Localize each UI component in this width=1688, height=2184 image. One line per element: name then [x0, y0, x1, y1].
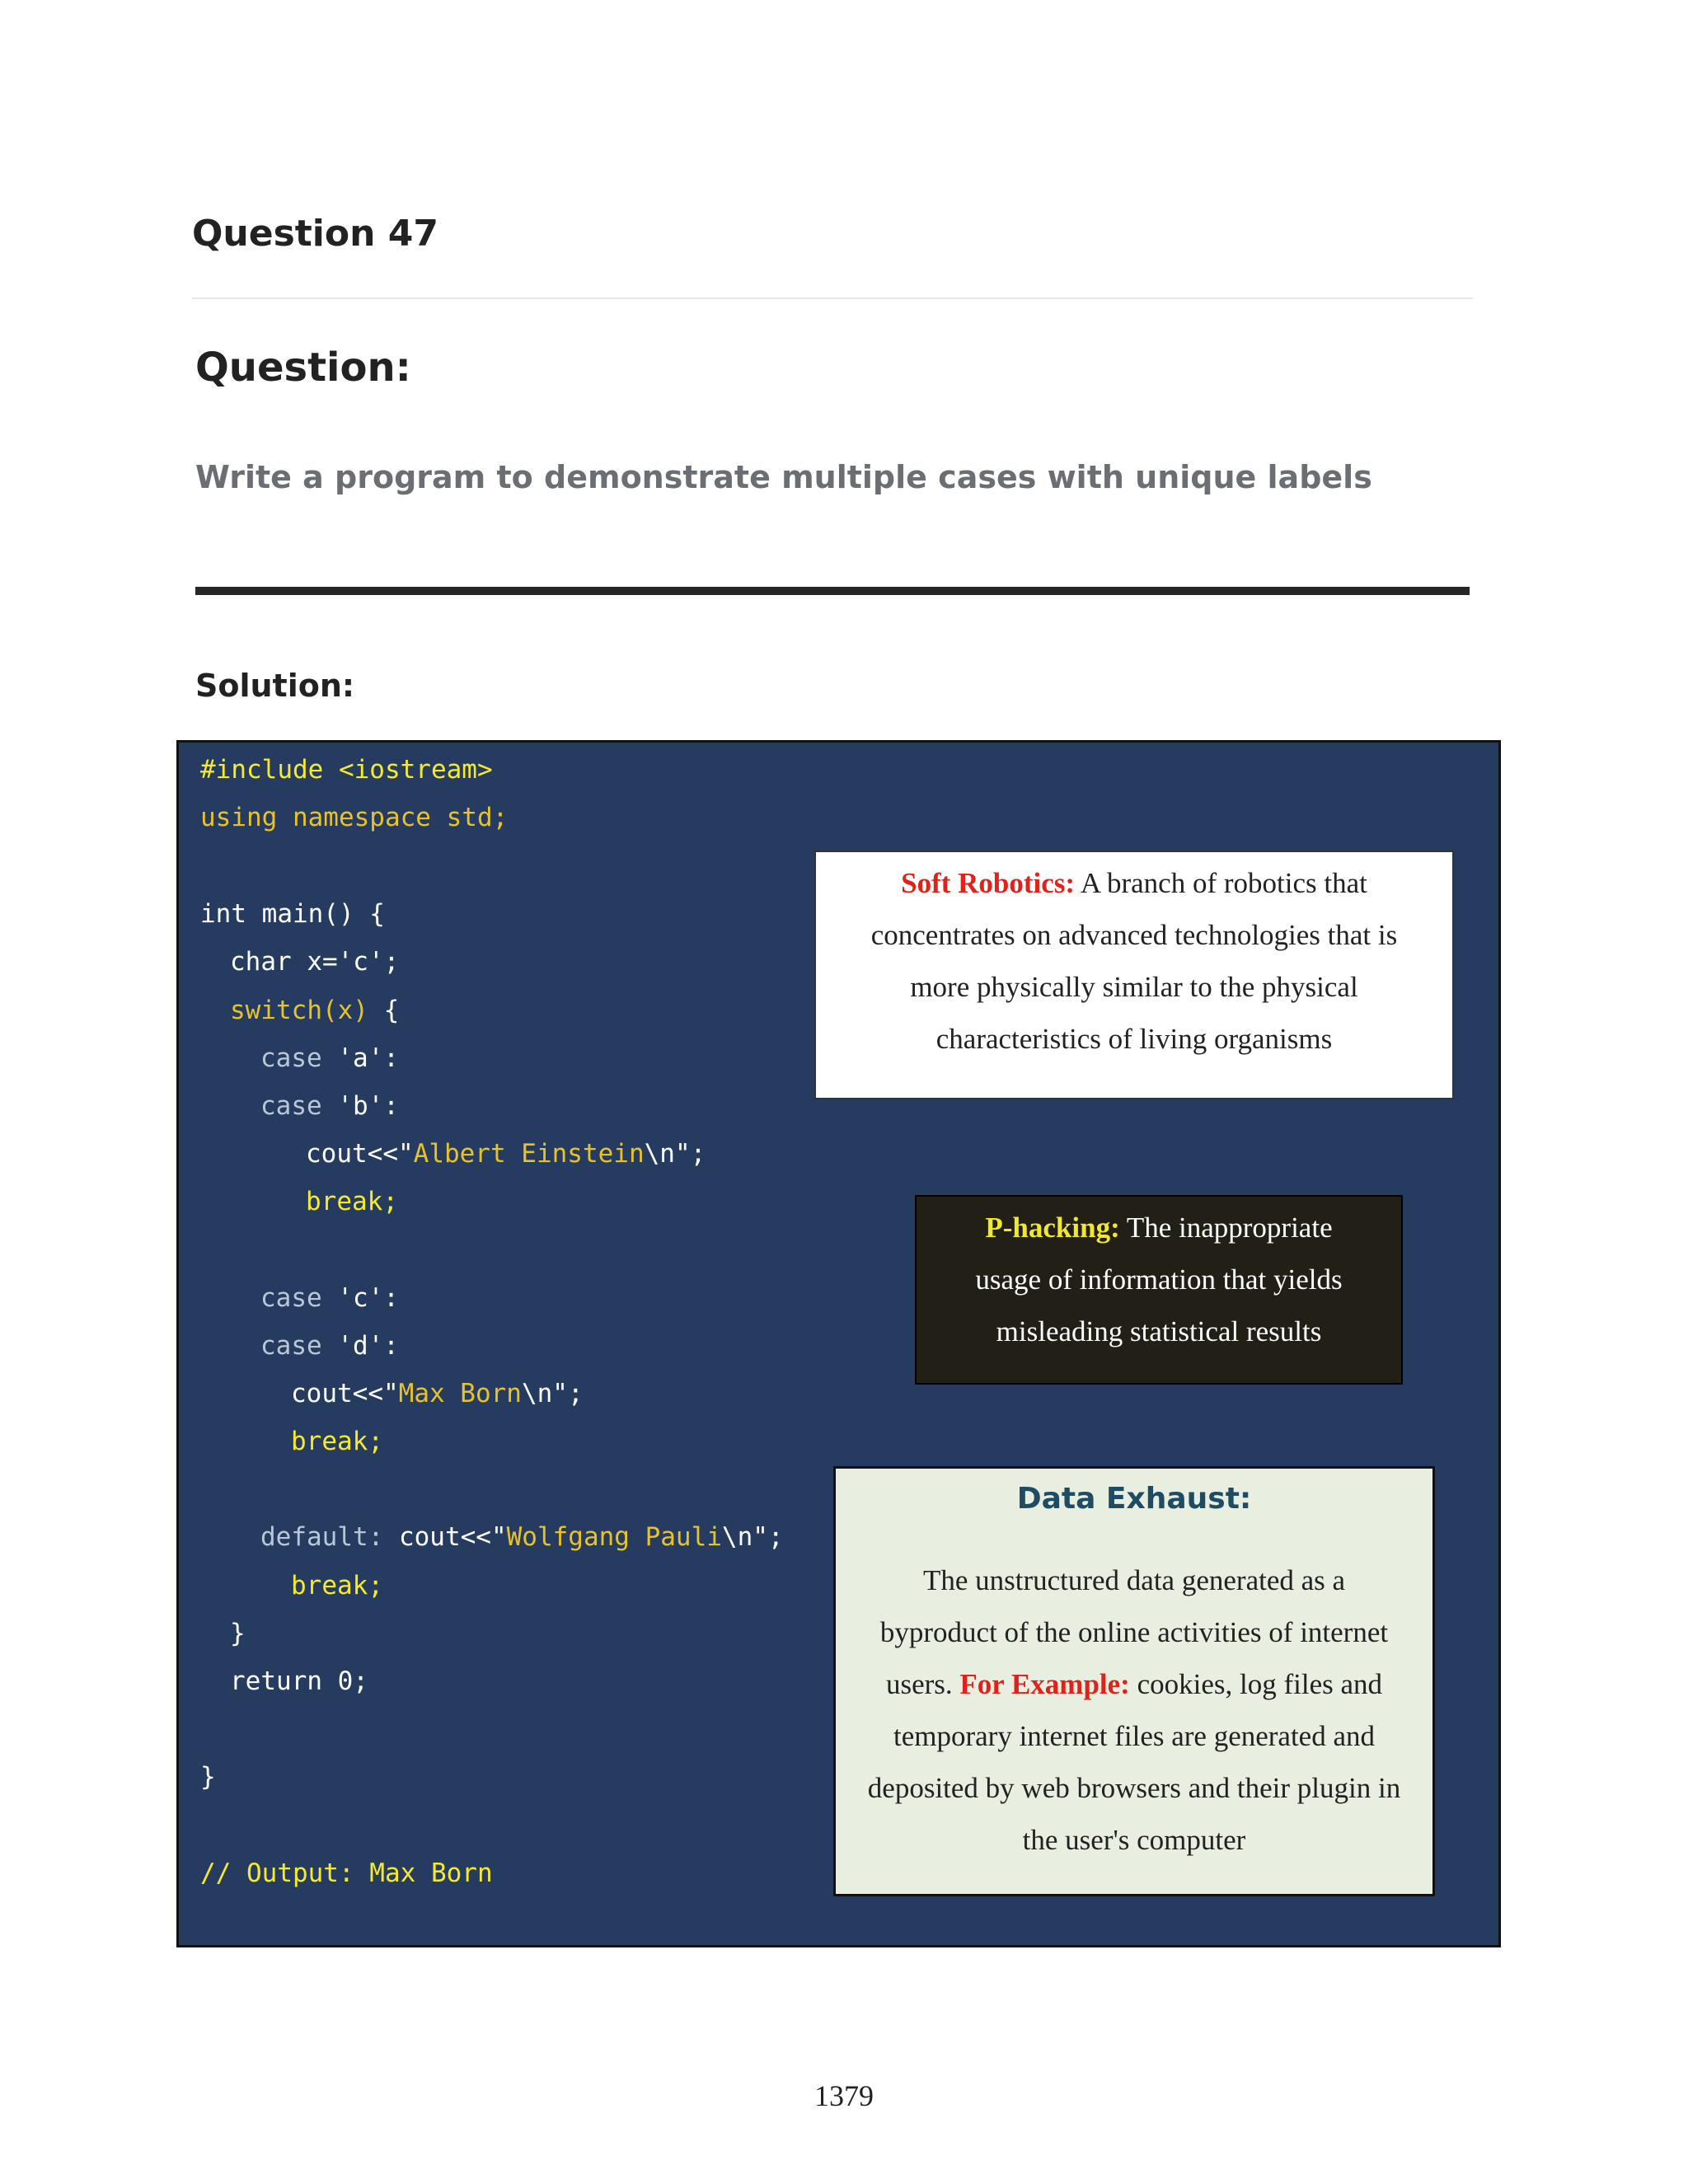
code-line: [291, 1569, 383, 1602]
code-case-keyword: case: [260, 1331, 322, 1361]
code-case-label: 'c':: [321, 1283, 399, 1313]
code-main: int main() {: [200, 899, 385, 929]
soft-robotics-term: Soft Robotics:: [901, 867, 1076, 899]
note-line: the user's computer: [1022, 1824, 1246, 1856]
code-line: [260, 1042, 399, 1075]
code-line: [200, 1857, 493, 1890]
code-comment: // Output: Max Born: [200, 1858, 493, 1888]
code-close-brace: }: [200, 1762, 216, 1792]
page-number: 1379: [814, 2079, 874, 2112]
code-string: Albert Einstein: [413, 1139, 645, 1169]
solution-heading: Solution:: [195, 668, 355, 704]
code-line: [306, 1185, 398, 1218]
note-line: concentrates on advanced technologies that is: [870, 919, 1398, 951]
code-string-end: \n";: [521, 1379, 584, 1408]
code-line: [260, 1090, 399, 1122]
note-line: temporary internet files are generated and: [893, 1720, 1375, 1752]
code-string: Max Born: [398, 1379, 522, 1408]
code-string-end: \n";: [644, 1139, 706, 1169]
note-line: misleading statistical results: [996, 1315, 1322, 1347]
thin-divider: [192, 298, 1473, 299]
code-line: [260, 1521, 784, 1554]
note-line: characteristics of living organisms: [935, 1023, 1333, 1055]
code-default-keyword: default:: [260, 1522, 384, 1552]
code-return: return 0;: [230, 1666, 368, 1696]
code-case-keyword: case: [260, 1043, 322, 1073]
p-hacking-note: [915, 1195, 1403, 1385]
code-break: break;: [306, 1187, 398, 1216]
code-line: [200, 753, 493, 786]
note-line: deposited by web browsers and their plugin in: [867, 1772, 1401, 1804]
code-include: #include <iostream>: [200, 755, 493, 785]
p-hacking-term: P-hacking:: [985, 1212, 1120, 1244]
example-label: For Example:: [959, 1668, 1130, 1700]
code-case-label: 'b':: [321, 1091, 399, 1121]
code-line: [306, 1137, 706, 1170]
code-cout: cout<<": [291, 1379, 399, 1408]
code-line: [230, 945, 399, 978]
code-char-decl: char x='c';: [230, 947, 400, 977]
code-line: [200, 801, 508, 834]
code-line: [230, 994, 399, 1027]
code-string: Wolfgang Pauli: [506, 1522, 722, 1552]
code-case-label: 'd':: [321, 1331, 399, 1361]
question-heading: Question:: [195, 344, 411, 391]
note-text: A branch of robotics that: [1075, 867, 1367, 899]
note-line: [816, 857, 1452, 909]
code-line: [200, 1760, 216, 1793]
data-exhaust-body: [836, 1554, 1432, 1866]
note-line: byproduct of the online activities of internet: [879, 1616, 1389, 1648]
code-case-label: 'a':: [321, 1043, 399, 1073]
code-cout: cout<<": [306, 1139, 414, 1169]
data-exhaust-title: Data Exhaust:: [1016, 1482, 1252, 1516]
code-using: using namespace std;: [200, 803, 509, 832]
code-line: [230, 1665, 368, 1698]
code-string-end: \n";: [721, 1522, 784, 1552]
note-line: more physically similar to the physical: [910, 971, 1358, 1003]
code-cout: cout<<": [383, 1522, 507, 1552]
code-switch: switch(x): [230, 996, 368, 1025]
code-line: [260, 1282, 399, 1315]
code-case-keyword: case: [260, 1283, 322, 1313]
code-line: [230, 1617, 246, 1650]
code-break: break;: [291, 1571, 383, 1601]
code-line: [291, 1425, 383, 1458]
note-line: The unstructured data generated as a: [922, 1564, 1346, 1596]
code-break: break;: [291, 1427, 383, 1456]
code-close-brace: }: [230, 1619, 246, 1648]
question-text: Write a program to demonstrate multiple cases with unique labels: [195, 459, 1372, 495]
code-line: [291, 1377, 584, 1410]
note-text: The inappropriate: [1119, 1212, 1333, 1244]
note-line: usage of information that yields: [975, 1263, 1343, 1296]
data-exhaust-note: [833, 1466, 1435, 1896]
note-text: users.: [885, 1668, 960, 1700]
thick-divider: [195, 587, 1470, 595]
question-number: Question 47: [192, 213, 438, 255]
code-case-keyword: case: [260, 1091, 322, 1121]
soft-robotics-note: [814, 851, 1454, 1099]
code-line: [260, 1329, 399, 1362]
note-line: [836, 1658, 1432, 1710]
code-brace: {: [368, 996, 400, 1025]
note-text: cookies, log files and: [1129, 1668, 1383, 1700]
code-line: [200, 898, 385, 930]
note-line: [917, 1202, 1401, 1254]
